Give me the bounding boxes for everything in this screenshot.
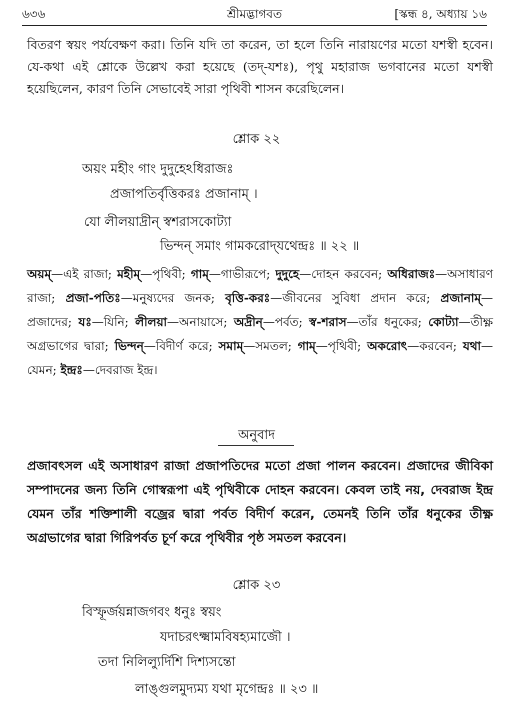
synonym-meaning: —করবেন; — [407, 339, 463, 353]
verse-23-line-4: লাঙ্গুলমুদ্যম্য যথা মৃগেন্দ্রঃ ॥ ২৩ ॥ — [135, 682, 319, 697]
synonym-word: প্রজা-পতিঃ — [65, 291, 121, 305]
synonym-word: কোট্যা — [428, 315, 459, 329]
synonym-meaning: —পর্বত; — [262, 315, 310, 329]
book-title: শ্রীমদ্ভাগবত — [226, 7, 282, 21]
synonym-word: দুদুহে — [275, 267, 300, 281]
synonym-meaning: —অনায়াসে; — [167, 315, 234, 329]
synonym-meaning: —পৃথিবী; — [315, 339, 368, 353]
synonym-meaning: —দেবরাজ ইন্দ্র। — [82, 363, 158, 377]
synonym-word: অধিরাজঃ — [387, 267, 436, 281]
synonym-meaning: —যেমন; — [27, 339, 493, 377]
synonym-word: সমাম্ — [218, 339, 244, 353]
translation-heading: অনুবাদ — [238, 428, 275, 443]
synonym-word: প্রজানাম্ — [440, 291, 481, 305]
page-number: ৬৩৬ — [22, 7, 46, 21]
verse-22-heading: শ্লোক ২২ — [232, 132, 281, 147]
purport-paragraph: বিতরণ স্বয়ং পর্যবেক্ষণ করা। তিনি যদি তা করেন, তা হলে তিনি নারায়ণের মতো যশস্বী হবেন। যে-কথা এই শ্লোকে উল্লেখ করা হয়েছে (তদ্-যশঃ), পৃথু মহারাজ ভগবানের মতো যশস্বী হয়েছিলেন, কারণ তিনি সেভাবেই সারা পৃথিবী শাসন করেছিলেন। — [27, 37, 493, 96]
synonym-meaning: —মনুষ্যদের জনক; — [120, 291, 226, 305]
synonym-meaning: —তীক্ষ্ণ অগ্রভাগের দ্বারা; — [27, 315, 493, 353]
synonym-word: যথা — [462, 339, 481, 353]
synonym-meaning: —অসাধারণ রাজা; — [27, 267, 493, 305]
synonym-word: বৃত্তি-করঃ — [225, 291, 271, 305]
synonym-meaning: —এই রাজা; — [51, 267, 118, 281]
verse-22-line-1: অয়ং মহীং গাং দুদুহেঽধিরাজঃ — [82, 162, 234, 177]
synonym-word: গাম্ — [190, 267, 209, 281]
synonym-word: স্ব-শরাস — [309, 315, 347, 329]
synonym-word: গাম্ — [297, 339, 316, 353]
synonym-meaning: —প্রজাদের; — [27, 291, 493, 329]
synonym-word: অকরোৎ — [367, 339, 408, 353]
synonym-word: মহীম্ — [117, 267, 141, 281]
verse-23-line-1: বিস্ফূর্জয়ন্নাজগবং ধনুঃ স্বয়ং — [82, 605, 222, 620]
synonym-word: ইন্দ্রঃ — [60, 363, 83, 377]
synonym-meaning: —যিনি; — [91, 315, 136, 329]
synonym-meaning: —সমতল; — [243, 339, 298, 353]
synonym-meaning: —গাভীরূপে; — [208, 267, 276, 281]
verse-23-line-3: তদা নিলিল্যুর্দিশি দিশ্যসন্তো — [98, 655, 236, 670]
synonym-meaning: —তাঁর ধনুকের; — [346, 315, 429, 329]
verse-22-line-4: ভিন্দন্ সমাং গামকরোদ্‌যথেন্দ্রঃ ॥ ২২ ॥ — [160, 239, 360, 254]
verse-22-translation: প্রজাবৎসল এই অসাধারণ রাজা প্রজাপতিদের মতো প্রজা পালন করবেন। প্রজাদের জীবিকা সম্পাদনের জন্য তিনি গোস্বরূপা এই পৃথিবীকে দোহন করবেন। কেবল তাই নয়, দেবরাজ ইন্দ্র যেমন তাঁর শক্তিশালী বজ্রের দ্বারা পর্বত বিদীর্ণ করেন, তেমনই তিনি তাঁর ধনুকের তীক্ষ্ণ অগ্রভাগের দ্বারা গিরিপর্বত চূর্ণ করে পৃথিবীর পৃষ্ঠ সমতল করবেন। — [27, 458, 493, 545]
synonym-word: অদ্রীন্ — [233, 315, 263, 329]
verse-22-line-2: প্রজাপতির্বৃত্তিকরঃ প্রজানাম্ । — [110, 187, 258, 202]
synonym-word: যঃ — [78, 315, 92, 329]
synonym-word: লীলয়া — [135, 315, 168, 329]
header-rule — [22, 25, 487, 26]
synonym-meaning: —পৃথিবী; — [140, 267, 191, 281]
translation-heading-rule — [218, 445, 294, 446]
verse-22-line-3: যো লীলয়াদ্রীন্ স্বশরাসকোট্যা — [84, 215, 232, 230]
synonym-word: অয়ম্ — [27, 267, 52, 281]
section-reference: [স্কন্ধ ৪, অধ্যায় ১৬ — [394, 7, 487, 21]
verse-23-heading: শ্লোক ২৩ — [232, 578, 281, 593]
verse-23-line-2: যদাচরৎক্ষ্মামবিষহ্যমাজৌ । — [160, 630, 291, 645]
synonym-meaning: —জীবনের সুবিধা প্রদান করে; — [270, 291, 441, 305]
synonym-word: ভিন্দন্ — [114, 339, 144, 353]
synonym-meaning: —দোহন করবেন; — [299, 267, 388, 281]
synonym-meaning: —বিদীর্ণ করে; — [143, 339, 219, 353]
verse-22-synonyms — [27, 262, 493, 382]
